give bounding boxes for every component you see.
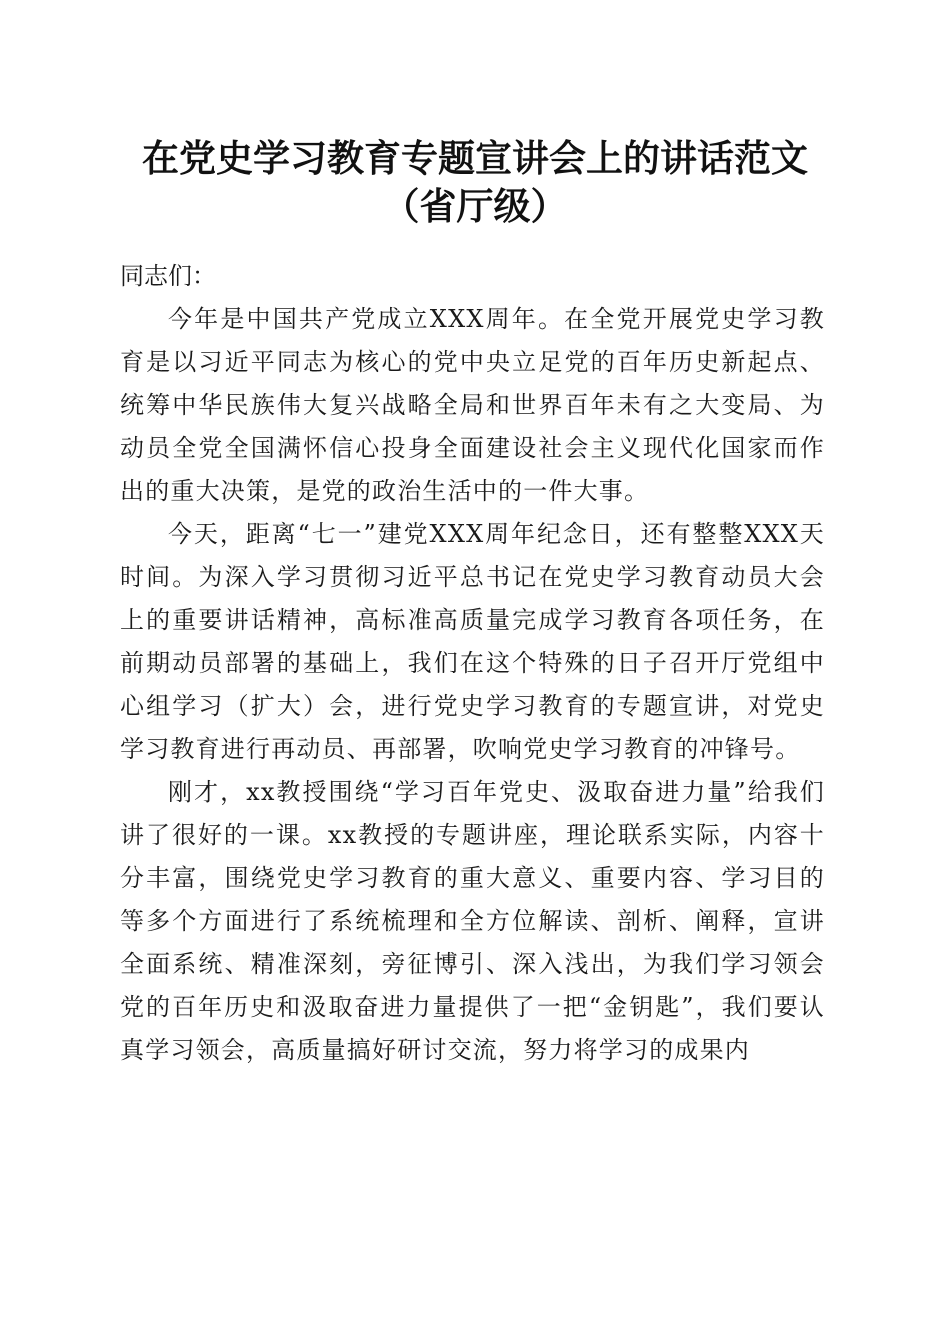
paragraph-2: 今天，距离“七一”建党XXX周年纪念日，还有整整XXX天时间。为深入学习贯彻习近平总书记在党史学习教育动员大会上的重要讲话精神，高标准高质量完成学习教育各项任务，在前期动员部署的基础上，我们在这个特殊的日子召开厅党组中心组学习（扩大）会，进行党史学习教育的专题宣讲，对党史学习教育进行再动员、再部署，吹响党史学习教育的冲锋号。 xyxy=(120,520,825,763)
document-title: 在党史学习教育专题宣讲会上的讲话范文（省厅级） xyxy=(142,136,808,228)
document-body xyxy=(120,255,825,1072)
paragraph-3: 刚才，xx教授围绕“学习百年党史、汲取奋进力量”给我们讲了很好的一课。xx教授的专题讲座，理论联系实际，内容十分丰富，围绕党史学习教育的重大意义、重要内容、学习目的等多个方面进行了系统梳理和全方位解读、剖析、阐释，宣讲全面系统、精准深刻，旁征博引、深入浅出，为我们学习领会党的百年历史和汲取奋进力量提供了一把“金钥匙”，我们要认真学习领会，高质量搞好研讨交流，努力将学习的成果内 xyxy=(120,778,825,1064)
salutation: 同志们： xyxy=(120,262,216,290)
paragraph-1: 今年是中国共产党成立XXX周年。在全党开展党史学习教育是以习近平同志为核心的党中央立足党的百年历史新起点、统筹中华民族伟大复兴战略全局和世界百年未有之大变局、为动员全党全国满怀信心投身全面建设社会主义现代化国家而作出的重大决策，是党的政治生活中的一件大事。 xyxy=(120,305,825,505)
